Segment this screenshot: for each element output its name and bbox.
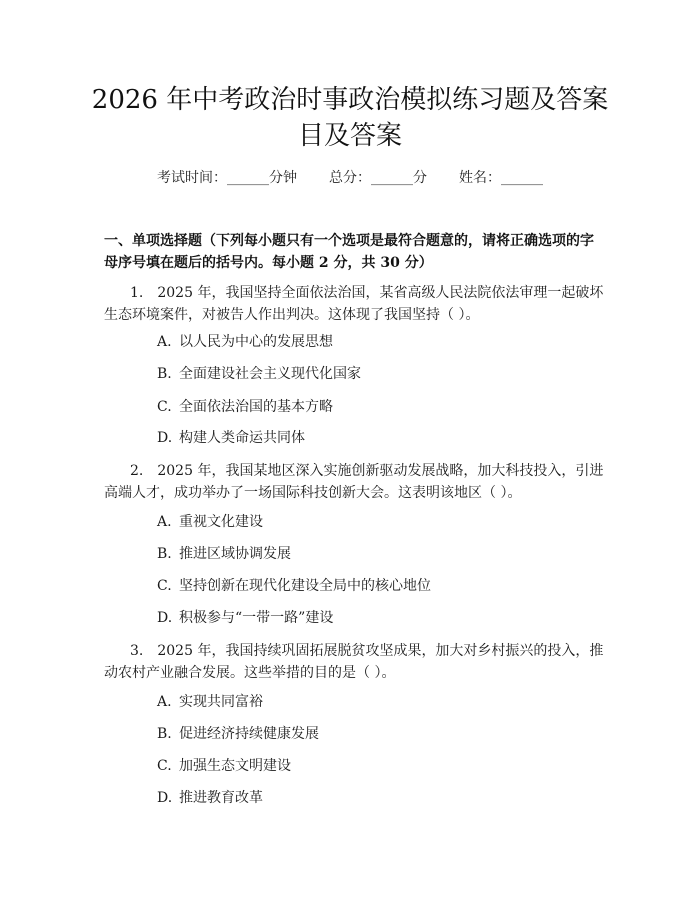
question-3-stem — [104, 640, 604, 684]
exam-time-label: 考试时间： — [157, 170, 227, 186]
option-text: 构建人类命运共同体 — [179, 430, 305, 446]
option-text: 推进区域协调发展 — [179, 546, 291, 562]
option-letter: A. — [157, 514, 172, 530]
option-letter: B. — [157, 366, 172, 382]
option-text: 加强生态文明建设 — [179, 758, 291, 774]
question-1-stem-line2: 生态环境案件，对被告人作出判决。这体现了我国坚持（ ）。 — [104, 307, 480, 323]
exam-info-row — [0, 168, 700, 188]
question-3-option-c — [157, 756, 291, 776]
option-letter: A. — [157, 334, 172, 350]
question-3-stem-line1: 2025 年，我国持续巩固拓展脱贫攻坚成果，加大对乡村振兴的投入，推 — [157, 643, 604, 659]
question-1-option-c — [157, 397, 333, 417]
question-3-stem-line2: 动农村产业融合发展。这些举措的目的是（ ）。 — [104, 665, 396, 681]
question-2-option-d — [157, 608, 333, 628]
section-heading — [104, 230, 604, 274]
question-2-stem-line2: 高端人才，成功举办了一场国际科技创新大会。这表明该地区（ ）。 — [104, 485, 522, 501]
option-text: 推进教育改革 — [179, 790, 263, 806]
question-3-option-b — [157, 724, 319, 744]
question-1-stem-line1: 2025 年，我国坚持全面依法治国，某省高级人民法院依法审理一起破坏 — [157, 285, 604, 301]
exam-time-blank: ______ — [227, 170, 269, 186]
option-letter: B. — [157, 726, 172, 742]
document-title-line1: 2026 年中考政治时事政治模拟练习题及答案 — [91, 85, 609, 115]
question-3-number: 3. — [130, 643, 144, 659]
document-title-line2: 目及答案 — [297, 121, 402, 151]
question-3-option-d — [157, 788, 263, 808]
question-2-option-b — [157, 544, 291, 564]
option-text: 全面建设社会主义现代化国家 — [179, 366, 361, 382]
question-2-stem-line1: 2025 年，我国某地区深入实施创新驱动发展战略，加大科技投入，引进 — [157, 463, 604, 479]
question-1-stem — [104, 282, 604, 326]
option-letter: B. — [157, 546, 172, 562]
question-1-option-a — [157, 332, 333, 352]
exam-time-unit: 分钟 — [269, 170, 297, 186]
student-name-blank: ______ — [501, 170, 543, 186]
section-heading-line2: 母序号填在题后的括号内。每小题 2 分，共 30 分） — [104, 255, 433, 271]
question-2-option-a — [157, 512, 263, 532]
question-2-number: 2. — [130, 463, 144, 479]
option-letter: D. — [157, 610, 173, 626]
option-letter: C. — [157, 758, 172, 774]
student-name-label: 姓名： — [459, 170, 501, 186]
question-2-stem — [104, 460, 604, 504]
section-heading-line1: 一、单项选择题（下列每小题只有一个选项是最符合题意的，请将正确选项的字 — [104, 233, 594, 249]
option-letter: C. — [157, 399, 172, 415]
question-1-option-d — [157, 428, 305, 448]
question-1-option-b — [157, 364, 361, 384]
option-text: 积极参与“一带一路”建设 — [179, 610, 334, 626]
option-text: 重视文化建设 — [179, 514, 263, 530]
option-letter: D. — [157, 790, 173, 806]
question-2-option-c — [157, 576, 431, 596]
option-text: 促进经济持续健康发展 — [179, 726, 319, 742]
option-letter: C. — [157, 578, 172, 594]
option-text: 全面依法治国的基本方略 — [179, 399, 333, 415]
option-text: 以人民为中心的发展思想 — [179, 334, 333, 350]
option-text: 坚持创新在现代化建设全局中的核心地位 — [179, 578, 431, 594]
option-text: 实现共同富裕 — [179, 694, 263, 710]
question-1-number: 1. — [130, 285, 144, 301]
question-3-option-a — [157, 692, 263, 712]
total-score-label: 总分： — [329, 170, 371, 186]
total-score-unit: 分 — [413, 170, 427, 186]
total-score-blank: ______ — [371, 170, 413, 186]
option-letter: A. — [157, 694, 172, 710]
option-letter: D. — [157, 430, 173, 446]
